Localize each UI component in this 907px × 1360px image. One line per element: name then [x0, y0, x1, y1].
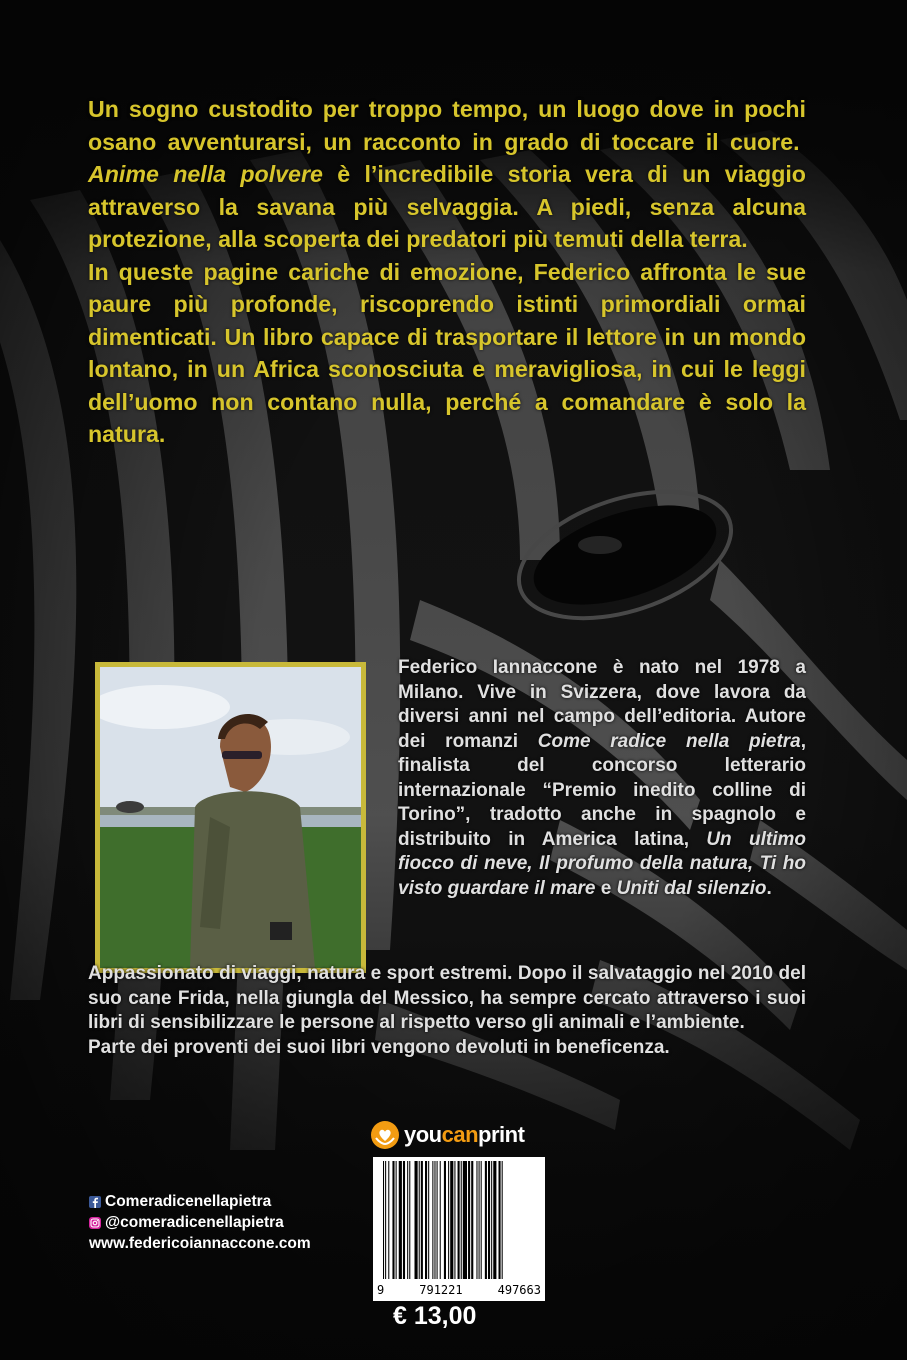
hand-heart-icon	[370, 1120, 400, 1150]
barcode-bar	[428, 1161, 429, 1279]
publisher-name-accent: can	[441, 1122, 479, 1147]
barcode-bar	[450, 1161, 453, 1279]
barcode-bar	[432, 1161, 433, 1279]
synopsis-text: è l’incredibile storia vera di un viaggio attraverso la savana più selvaggia. A piedi, senza alcuna protezione, alla scoperta dei predatori più temuti della terra.	[88, 161, 806, 252]
bio-text: Federico Iannaccone è nato nel 1978 a Milano. Vive in Svizzera, dove lavora da diversi anni nel campo dell’editoria. Autore dei romanzi	[398, 657, 806, 752]
instagram-icon	[89, 1217, 101, 1229]
barcode-bar	[440, 1161, 441, 1279]
barcode-bar	[434, 1161, 435, 1279]
author-photo-frame	[95, 662, 366, 973]
facebook-handle: Comeradicenellapietra	[105, 1193, 272, 1210]
barcode-bar	[444, 1161, 446, 1279]
book-title: Anime nella polvere	[88, 161, 323, 187]
author-bio	[398, 656, 806, 901]
barcode-bar	[488, 1161, 490, 1279]
author-photo-image	[100, 667, 361, 968]
bio-paragraph-3: Parte dei proventi dei suoi libri vengono devoluti in beneficenza.	[88, 1036, 670, 1058]
author-bio-continued	[88, 962, 806, 1060]
bio-paragraph-2: Appassionato di viaggi, natura e sport estremi. Dopo il salvataggio nel 2010 del suo cane Frida, nella giungla del Messico, ha sempre cercato attraverso i suoi libri di sensibilizzare le persone al rispetto verso gli animali e l’ambiente.	[88, 963, 806, 1033]
barcode-bar	[415, 1161, 418, 1279]
barcode-bar	[409, 1161, 410, 1279]
facebook-icon	[89, 1196, 101, 1208]
publisher-name	[404, 1122, 524, 1148]
barcode-bar	[385, 1161, 386, 1279]
barcode-bar	[425, 1161, 427, 1279]
synopsis-paragraph-1	[88, 93, 806, 256]
author-photo	[100, 667, 361, 968]
barcode-digit-group-1: 791221	[419, 1283, 463, 1297]
synopsis-paragraph-2: In queste pagine cariche di emozione, Federico affronta le sue paure più profonde, riscoprendo istinti primordiali ormai dimenticati. Un libro capace di trasportare il lettore in un mondo lontano, in un Africa sconosciuta e meravigliosa, in cui le leggi dell’uomo non contano nulla, perché a comandare è solo la natura.	[88, 258, 806, 447]
barcode-bar	[468, 1161, 470, 1279]
barcode-bar	[421, 1161, 423, 1279]
publisher-name-part: print	[478, 1122, 525, 1147]
barcode-bar	[383, 1161, 384, 1279]
publisher-logo	[370, 1118, 524, 1152]
barcode-bar	[396, 1161, 397, 1279]
book-title: Un ultimo fiocco di neve, Il profumo della natura, Ti ho visto guardare il mare	[398, 828, 806, 899]
bio-paragraph-1	[398, 656, 806, 901]
barcode-bar	[407, 1161, 408, 1279]
author-contacts	[89, 1191, 311, 1254]
website-link[interactable]: www.federicoiannaccone.com	[89, 1235, 311, 1252]
isbn-barcode	[373, 1157, 545, 1301]
barcode-digit-prefix: 9	[377, 1283, 385, 1297]
barcode-bar	[437, 1161, 438, 1279]
book-title: Uniti dal silenzio	[616, 877, 767, 899]
book-synopsis	[88, 93, 806, 451]
barcode-bar	[399, 1161, 402, 1279]
bio-text: e	[600, 877, 612, 899]
publisher-name-part: you	[404, 1122, 442, 1147]
bio-text: , finalista del concorso letterario internazionale “Premio inedito colline di Torino”, tradotto anche in spagnolo e distribuito in America latina,	[398, 730, 807, 850]
barcode-bar	[471, 1161, 473, 1279]
barcode-bar	[476, 1161, 477, 1279]
barcode-bar	[463, 1161, 467, 1279]
barcode-bar	[458, 1161, 460, 1279]
barcode-bars	[377, 1161, 541, 1283]
website-contact[interactable]	[89, 1233, 311, 1254]
barcode-bar	[461, 1161, 462, 1279]
barcode-bar	[419, 1161, 420, 1279]
instagram-contact[interactable]	[89, 1212, 311, 1233]
instagram-handle: @comeradicenellapietra	[105, 1214, 284, 1231]
barcode-bar	[388, 1161, 389, 1279]
facebook-contact[interactable]	[89, 1191, 311, 1212]
barcode-bar	[479, 1161, 480, 1279]
bio-text: .	[766, 877, 772, 899]
barcode-bar	[485, 1161, 487, 1279]
barcode-bar	[491, 1161, 492, 1279]
price-label: € 13,00	[393, 1302, 477, 1330]
book-title: Come radice nella pietra	[537, 730, 801, 752]
barcode-bar	[403, 1161, 405, 1279]
barcode-bar	[499, 1161, 501, 1279]
synopsis-text: Un sogno custodito per troppo tempo, un luogo dove in pochi osano avventurarsi, un racconto in grado di toccare il cuore.	[88, 96, 806, 155]
barcode-bar	[392, 1161, 394, 1279]
barcode-bar	[493, 1161, 496, 1279]
barcode-bar	[481, 1161, 482, 1279]
barcode-digit-group-2: 497663	[497, 1283, 541, 1297]
barcode-bar	[454, 1161, 455, 1279]
barcode-bar	[448, 1161, 449, 1279]
barcode-digits	[377, 1283, 541, 1297]
barcode-bar	[502, 1161, 503, 1279]
